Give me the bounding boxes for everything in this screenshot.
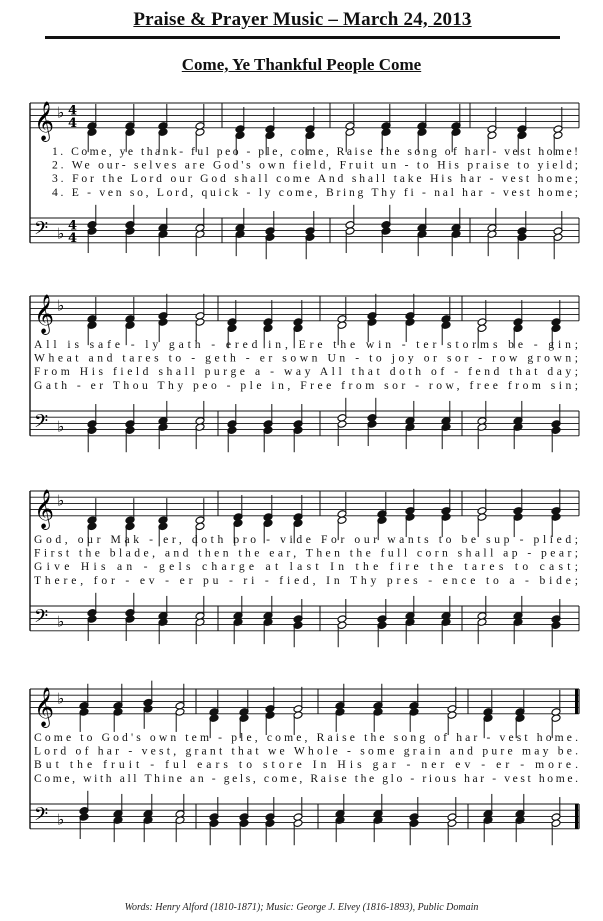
lyric-line: 1. Come, ye thank- ful peo - ple, come, Raise the song of har - vest home!	[52, 145, 579, 158]
flat-key-signature-icon: ♭	[57, 810, 65, 829]
treble-clef-icon: 𝄞	[34, 293, 55, 334]
time-signature: 4	[68, 103, 78, 119]
bass-clef-icon: 𝄢	[34, 218, 49, 244]
bass-clef-icon: 𝄢	[34, 606, 49, 632]
credits-line: Words: Henry Alford (1810-1871); Music: George J. Elvey (1816-1893), Public Domain	[124, 902, 479, 913]
treble-clef-icon: 𝄞	[34, 686, 55, 727]
lyric-line: But the fruit - ful ears to store In His gar - ner ev - er - more.	[34, 758, 578, 772]
system-1	[30, 101, 579, 259]
flat-key-signature-icon: ♭	[57, 296, 65, 315]
lyric-line: All is safe - ly gath - ered in, Ere the win - ter storms be - gin;	[34, 338, 579, 351]
lyric-line: 3. For the Lord our God shall come And shall take His har - vest home;	[52, 172, 579, 186]
lyric-line: Gath - er Thou Thy peo - ple in, Free from sor - row, free from sin;	[34, 378, 579, 392]
system-4	[30, 681, 579, 846]
lyric-line: Come to God's own tem - ple, come, Raise the song of har - vest home.	[34, 731, 579, 744]
lyric-line: Give His an - gels charge at last In the fire the tares to cast;	[34, 560, 579, 574]
flat-key-signature-icon: ♭	[57, 224, 65, 243]
bass-clef-icon: 𝄢	[34, 804, 49, 830]
lyric-line: From His field shall purge a - way All that doth of - fend that day;	[34, 365, 578, 379]
lyric-line: Lord of har - vest, grant that we Whole - some grain and pure may be.	[34, 744, 579, 758]
hymn-title: Come, Ye Thankful People Come	[181, 55, 422, 74]
flat-key-signature-icon: ♭	[57, 417, 65, 436]
time-signature: 4	[68, 218, 78, 234]
system-2	[30, 294, 579, 452]
lyric-line: 2. We our- selves are God's own field, Fruit un - to His praise to yield;	[52, 158, 579, 172]
system-3	[30, 489, 579, 647]
flat-key-signature-icon: ♭	[57, 612, 65, 631]
flat-key-signature-icon: ♭	[57, 103, 65, 122]
flat-key-signature-icon: ♭	[57, 689, 65, 708]
flat-key-signature-icon: ♭	[57, 491, 65, 510]
lyric-line: 4. E - ven so, Lord, quick - ly come, Bring Thy fi - nal har - vest home;	[52, 185, 578, 199]
lyric-line: There, for - ev - er pu - ri - fied, In Thy pres - ence to a - bide;	[34, 573, 578, 587]
time-signature: 4	[68, 230, 78, 246]
time-signature: 4	[68, 115, 78, 131]
lyric-line: Wheat and tares to - geth - er sown Un - to joy or sor - row grown;	[34, 351, 578, 365]
lyric-line: First the blade, and then the ear, Then the full corn shall ap - pear;	[34, 546, 578, 560]
final-barline	[575, 804, 578, 829]
lyric-line: Come, with all Thine an - gels, come, Raise the glo - rious har - vest home.	[34, 771, 578, 785]
page-title: Praise & Prayer Music – March 24, 2013	[133, 9, 472, 30]
final-barline	[575, 689, 578, 714]
bass-clef-icon: 𝄢	[34, 411, 49, 437]
lyric-line: God, our Mak - er, doth pro - vide For our wants to be sup - plied;	[34, 533, 578, 546]
treble-clef-icon: 𝄞	[34, 100, 55, 141]
treble-clef-icon: 𝄞	[34, 488, 55, 529]
